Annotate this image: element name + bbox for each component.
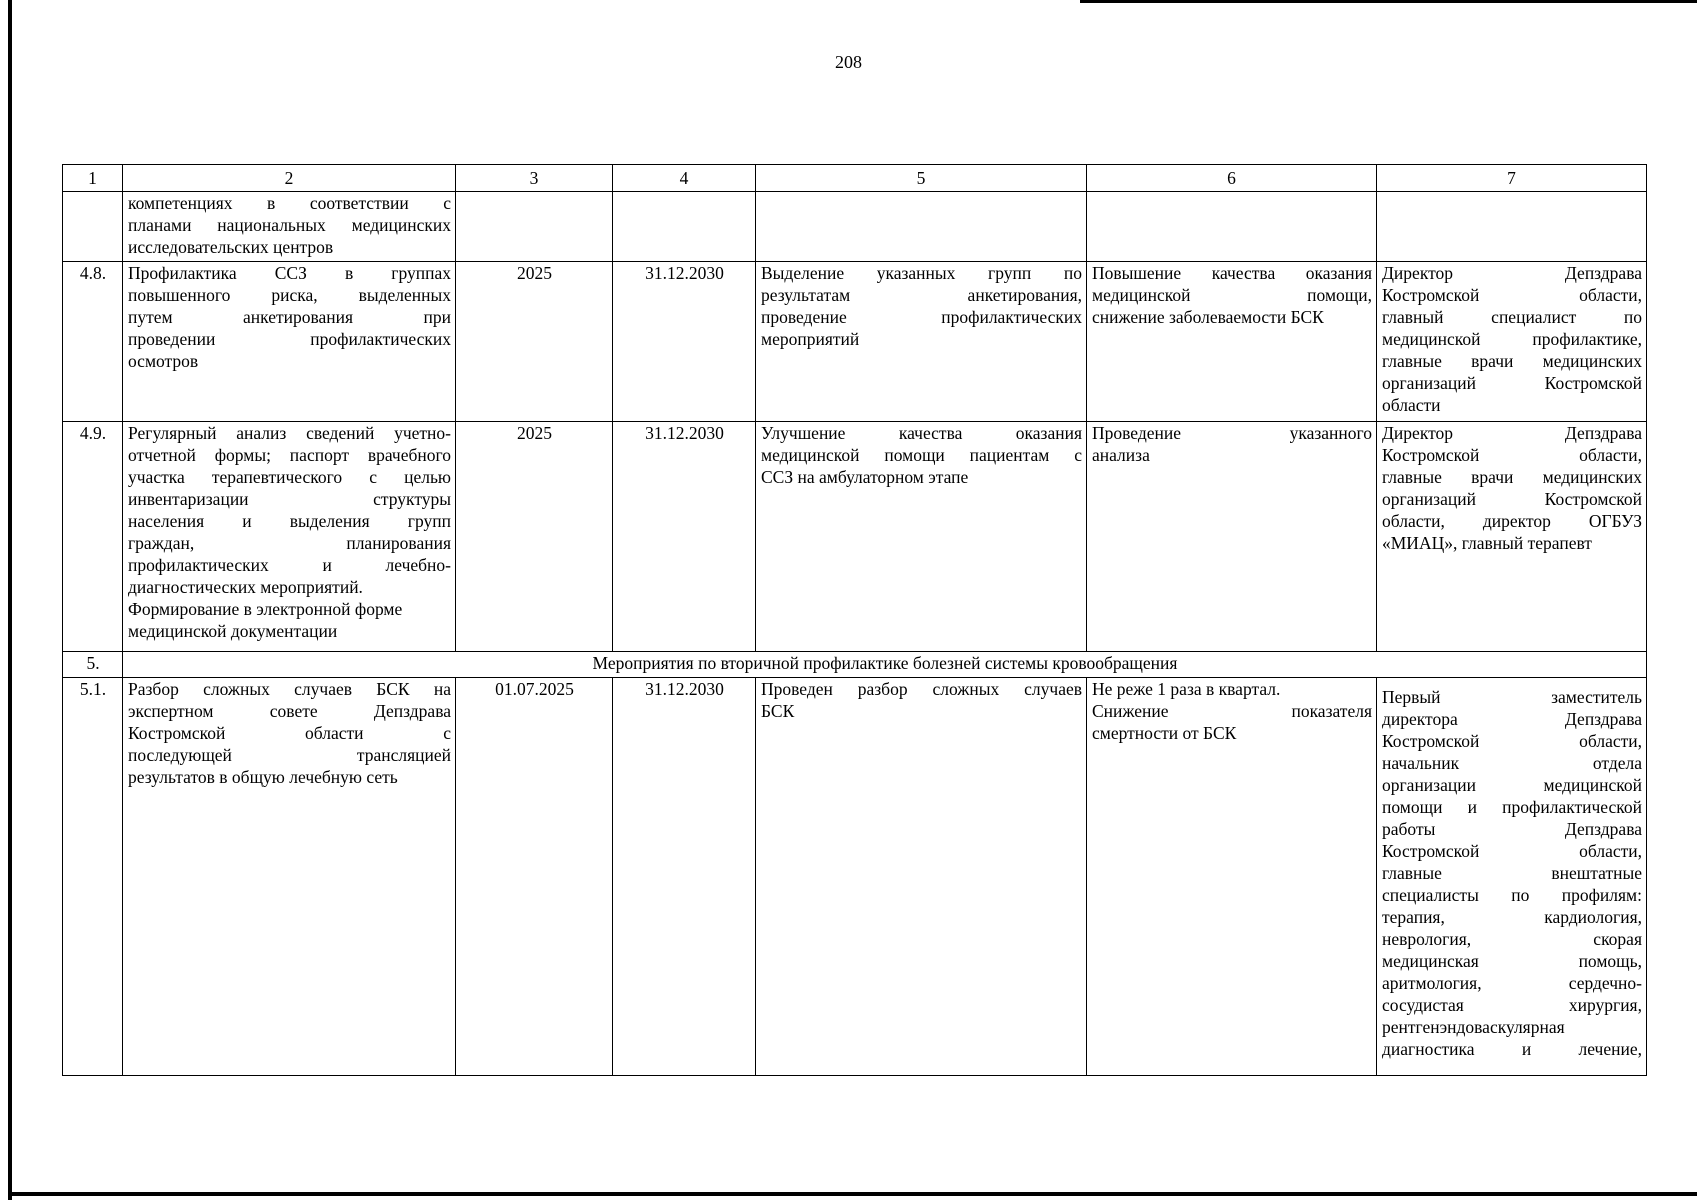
cell-indicator: Повышение качества оказания медицинской помощи, снижение заболеваемости БСК (1087, 262, 1377, 422)
cell-description: Регулярный анализ сведений учетно- отчетной формы; паспорт врачебного участка терапевтического с целью инвентаризации структуры населения и выделения групп граждан, планирования профилактических и лечебно- диагностических мероприятий. Формирование в электронной форме медицинской документации (123, 422, 456, 652)
cell-start: 2025 (456, 262, 613, 422)
cell-end: 31.12.2030 (613, 422, 756, 652)
page-border-bottom (8, 1192, 1697, 1196)
header-cell: 4 (613, 165, 756, 192)
cell-responsible: Первый заместитель директора Депздрава Костромской области, начальник отдела организации медицинской помощи и профилактической работы Депздрава Костромской области, главные внештатные специалисты по профилям: терапия, кардиология, неврология, скорая медицинская помощь, аритмология, сердечно- сосудистая хирургия, рентгенэндоваскулярная диагностика и лечение, (1377, 678, 1647, 1076)
section-num: 5. (63, 652, 123, 678)
cell-description: Профилактика ССЗ в группах повышенного риска, выделенных путем анкетирования при проведении профилактических осмотров (123, 262, 456, 422)
section-title: Мероприятия по вторичной профилактике болезней системы кровообращения (123, 652, 1647, 678)
header-cell: 1 (63, 165, 123, 192)
cell-description: компетенциях в соответствии с планами национальных медицинских исследовательских центров (123, 192, 456, 262)
cell-result: Выделение указанных групп по результатам анкетирования, проведение профилактических мероприятий (756, 262, 1087, 422)
table-row-4-9 (63, 422, 1647, 652)
cell-responsible: Директор Депздрава Костромской области, главный специалист по медицинской профилактике, главные врачи медицинских организаций Костромской области (1377, 262, 1647, 422)
header-cell: 2 (123, 165, 456, 192)
header-cell: 6 (1087, 165, 1377, 192)
header-cell: 5 (756, 165, 1087, 192)
cell-responsible (1377, 192, 1647, 262)
cell-num: 4.9. (63, 422, 123, 652)
cell-description: Разбор сложных случаев БСК на экспертном совете Депздрава Костромской области с последующей трансляцией результатов в общую лечебную сеть (123, 678, 456, 1076)
table-row-5-1 (63, 678, 1647, 1076)
page-border-left (8, 0, 12, 1200)
cell-num: 4.8. (63, 262, 123, 422)
table-row-4-8 (63, 262, 1647, 422)
cell-start: 2025 (456, 422, 613, 652)
cell-indicator (1087, 192, 1377, 262)
cell-end: 31.12.2030 (613, 678, 756, 1076)
cell-end: 31.12.2030 (613, 262, 756, 422)
cell-indicator: Не реже 1 раза в квартал. Снижение показателя смертности от БСК (1087, 678, 1377, 1076)
cell-indicator: Проведение указанного анализа (1087, 422, 1377, 652)
cell-end (613, 192, 756, 262)
cell-result (756, 192, 1087, 262)
page-border-top (1080, 0, 1697, 3)
table-section-row (63, 652, 1647, 678)
header-cell: 3 (456, 165, 613, 192)
measures-table (62, 164, 1647, 1076)
table-header-row (63, 165, 1647, 192)
header-cell: 7 (1377, 165, 1647, 192)
cell-num (63, 192, 123, 262)
cell-result: Проведен разбор сложных случаев БСК (756, 678, 1087, 1076)
cell-start: 01.07.2025 (456, 678, 613, 1076)
cell-start (456, 192, 613, 262)
table-row-continuation (63, 192, 1647, 262)
cell-responsible: Директор Депздрава Костромской области, главные врачи медицинских организаций Костромской области, директор ОГБУЗ «МИАЦ», главный терапевт (1377, 422, 1647, 652)
page-number: 208 (835, 52, 862, 72)
cell-result: Улучшение качества оказания медицинской помощи пациентам с ССЗ на амбулаторном этапе (756, 422, 1087, 652)
cell-num: 5.1. (63, 678, 123, 1076)
